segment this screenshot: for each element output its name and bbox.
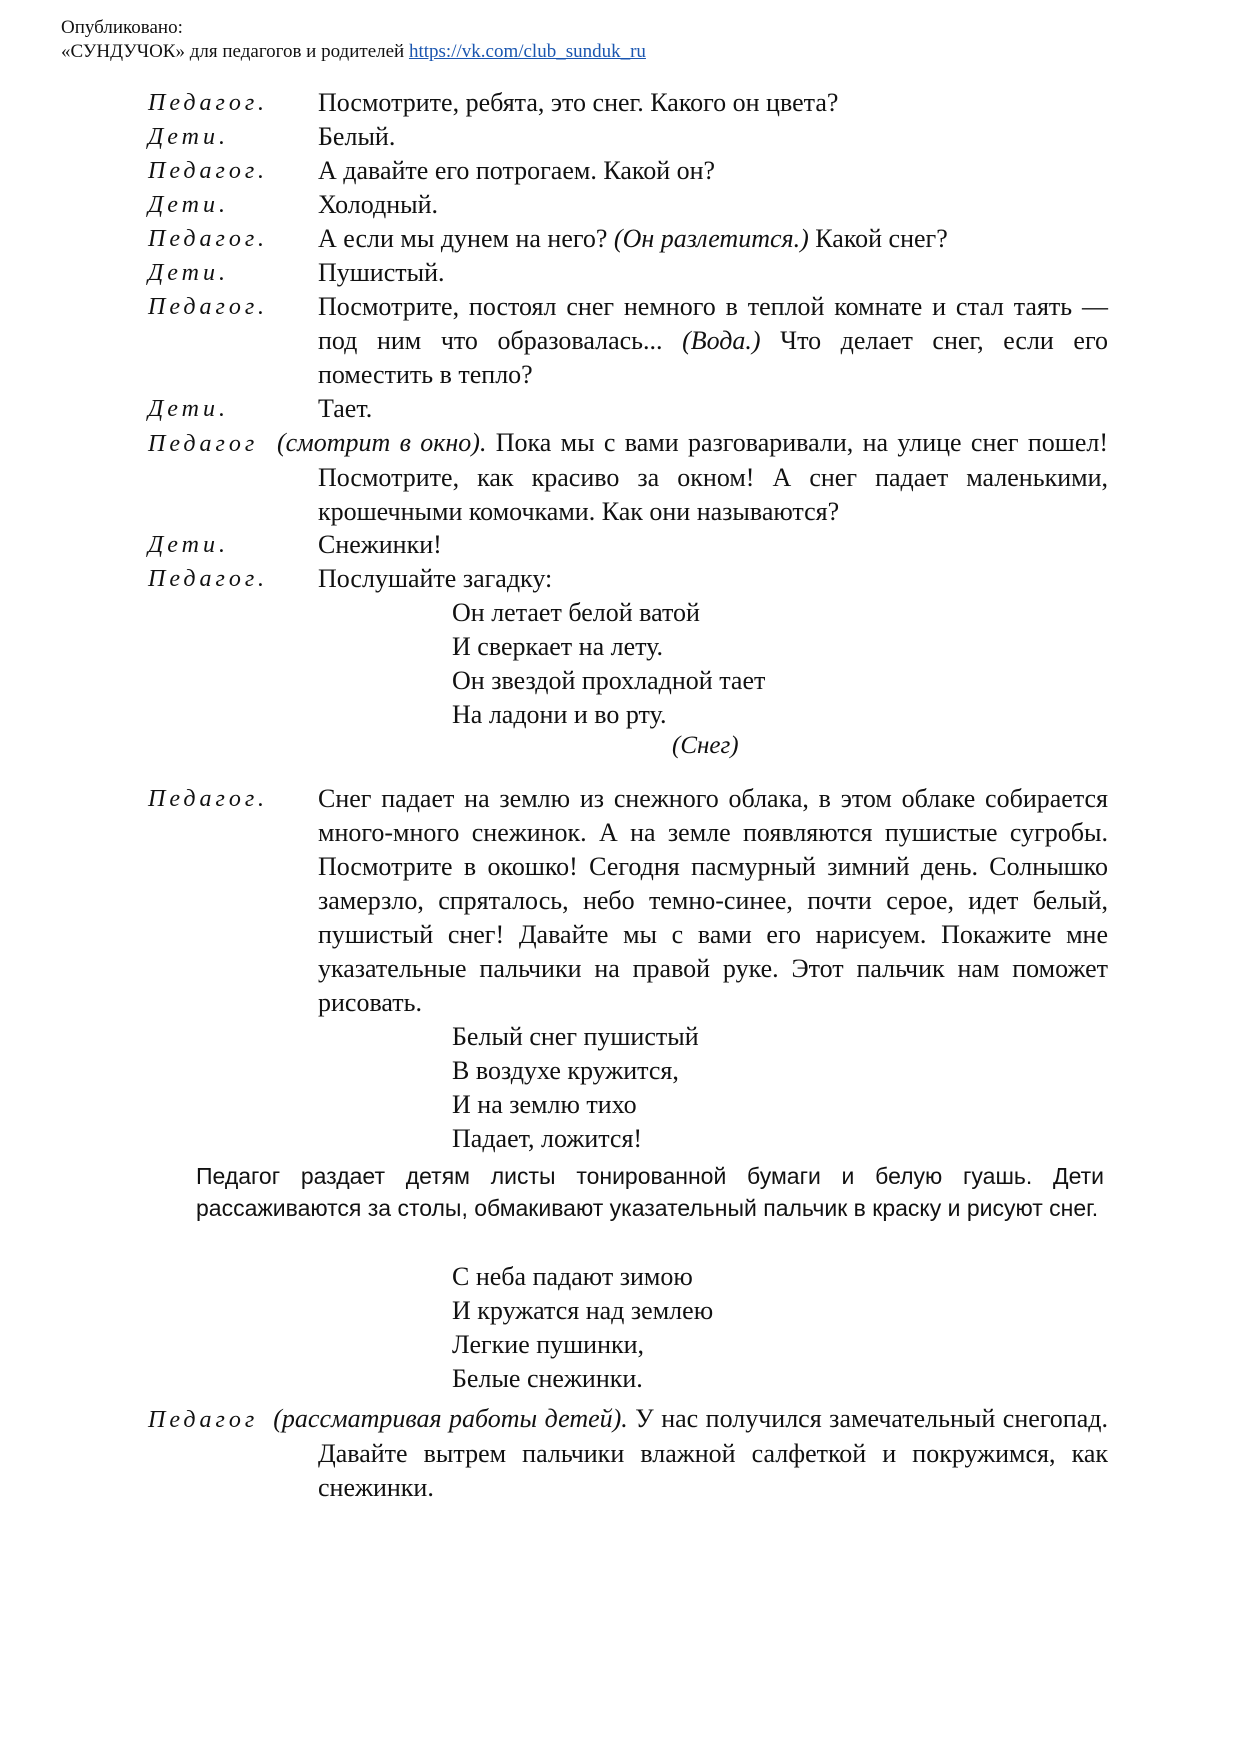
speaker-label: Дети.: [148, 396, 229, 422]
dialogue-text: Послушайте загадку:: [318, 564, 553, 593]
speaker-label: Педагог.: [148, 566, 268, 592]
poem-line: И кружатся над землею: [452, 1296, 714, 1325]
speaker-label: Педагог: [148, 431, 259, 457]
narration-paragraph: Педагог раздает детям листы тонированной бумаги и белую гуашь. Дети рассаживаются за столы, обмакивают указательный пальчик в краску и рисуют снег.: [196, 1163, 1104, 1221]
speaker-label: Дети.: [148, 532, 229, 558]
poem-snow: [452, 1020, 699, 1156]
dialogue-text: [148, 1402, 1108, 1505]
speaker-label: Педагог.: [148, 90, 268, 116]
dialogue-text: Снежинки!: [318, 530, 442, 559]
dialogue-text: А давайте его потрогаем. Какой он?: [318, 156, 716, 185]
dialogue-line: [148, 392, 1108, 426]
dialogue-line: [148, 426, 1108, 529]
poem-line: На ладони и во рту.: [452, 700, 667, 729]
poem-line: С неба падают зимою: [452, 1262, 693, 1291]
dialogue-line: [148, 86, 1108, 120]
dialogue-text: Белый.: [318, 122, 396, 151]
dialogue-text: [148, 426, 1108, 529]
dialogue-text: Пушистый.: [318, 258, 445, 287]
text-segment: Что делает снег, если его поместить в тепло?: [318, 326, 1108, 389]
speaker-label: Педагог.: [148, 294, 268, 320]
publisher-name: «СУНДУЧОК» для педагогов и родителей: [61, 41, 409, 62]
speaker-label: Дети.: [148, 192, 229, 218]
publisher-line: [61, 40, 646, 64]
speaker-label: Педагог: [148, 1407, 259, 1433]
text-segment: Пока мы с вами разговаривали, на улице снег пошел! Посмотрите, как красиво за окном! А снег падает маленькими, крошечными комочками. Как они называются?: [318, 428, 1109, 526]
stage-direction: (рассматривая работы детей).: [273, 1404, 628, 1433]
speaker-label: Дети.: [148, 260, 229, 286]
poem-line: И сверкает на лету.: [452, 632, 664, 661]
dialogue-line: [148, 120, 1108, 154]
speaker-label: Педагог.: [148, 786, 268, 812]
poem-line: Он летает белой ватой: [452, 598, 700, 627]
poem-line: В воздухе кружится,: [452, 1056, 679, 1085]
text-segment: Посмотрите, постоял снег немного в теплой комнате и стал таять — под ним что образовалась...: [318, 292, 1108, 355]
poem-snowflakes: [452, 1260, 713, 1396]
riddle-poem: [452, 596, 765, 732]
dialogue-line: [148, 562, 1108, 596]
poem-line: Белый снег пушистый: [452, 1022, 699, 1051]
text-segment: А если мы дунем на него?: [318, 224, 614, 253]
poem-line: Белые снежинки.: [452, 1364, 643, 1393]
dialogue-text: Снег падает на землю из снежного облака, в этом облаке собирается много-много снежинок. А на земле появляются пушистые сугробы. Посмотрите в окошко! Сегодня пасмурный зимний день. Солнышко замерзло, спряталось, небо темно-синее, почти серое, идет белый, пушистый снег! Давайте мы с вами его нарисуем. Покажите мне указательные пальчики на правой руке. Этот пальчик нам поможет рисовать.: [318, 784, 1108, 1017]
dialogue-text: Посмотрите, ребята, это снег. Какого он цвета?: [318, 88, 839, 117]
speaker-label: Педагог.: [148, 226, 268, 252]
speaker-label: Дети.: [148, 124, 229, 150]
dialogue-line: [148, 1402, 1108, 1505]
riddle-answer: (Снег): [672, 732, 739, 759]
poem-line: Легкие пушинки,: [452, 1330, 645, 1359]
dialogue-line: [148, 222, 1108, 256]
dialogue-line: [148, 782, 1108, 1020]
dialogue-line: [148, 528, 1108, 562]
stage-direction: (Вода.): [682, 326, 761, 355]
dialogue-text: Холодный.: [318, 190, 439, 219]
dialogue-text: [318, 222, 1108, 256]
stage-direction: (смотрит в окно).: [276, 428, 487, 457]
text-segment: У нас получился замечательный снегопад. Давайте вытрем пальчики влажной салфеткой и покружимся, как снежинки.: [318, 1404, 1108, 1502]
stage-direction: (Он разлетится.): [613, 224, 809, 253]
dialogue-text: Тает.: [318, 394, 373, 423]
poem-line: Он звездой прохладной тает: [452, 666, 766, 695]
poem-line: И на землю тихо: [452, 1090, 637, 1119]
dialogue-line: [148, 188, 1108, 222]
published-label: Опубликовано:: [61, 17, 183, 38]
vk-link[interactable]: https://vk.com/club_sunduk_ru: [408, 41, 646, 62]
dialogue-line: [148, 290, 1108, 392]
dialogue-line: [148, 154, 1108, 188]
dialogue-text: [318, 290, 1108, 392]
speaker-label: Педагог.: [148, 158, 268, 184]
dialogue-line: [148, 256, 1108, 290]
publication-header: [61, 16, 646, 64]
text-segment: Какой снег?: [808, 224, 948, 253]
poem-line: Падает, ложится!: [452, 1124, 643, 1153]
